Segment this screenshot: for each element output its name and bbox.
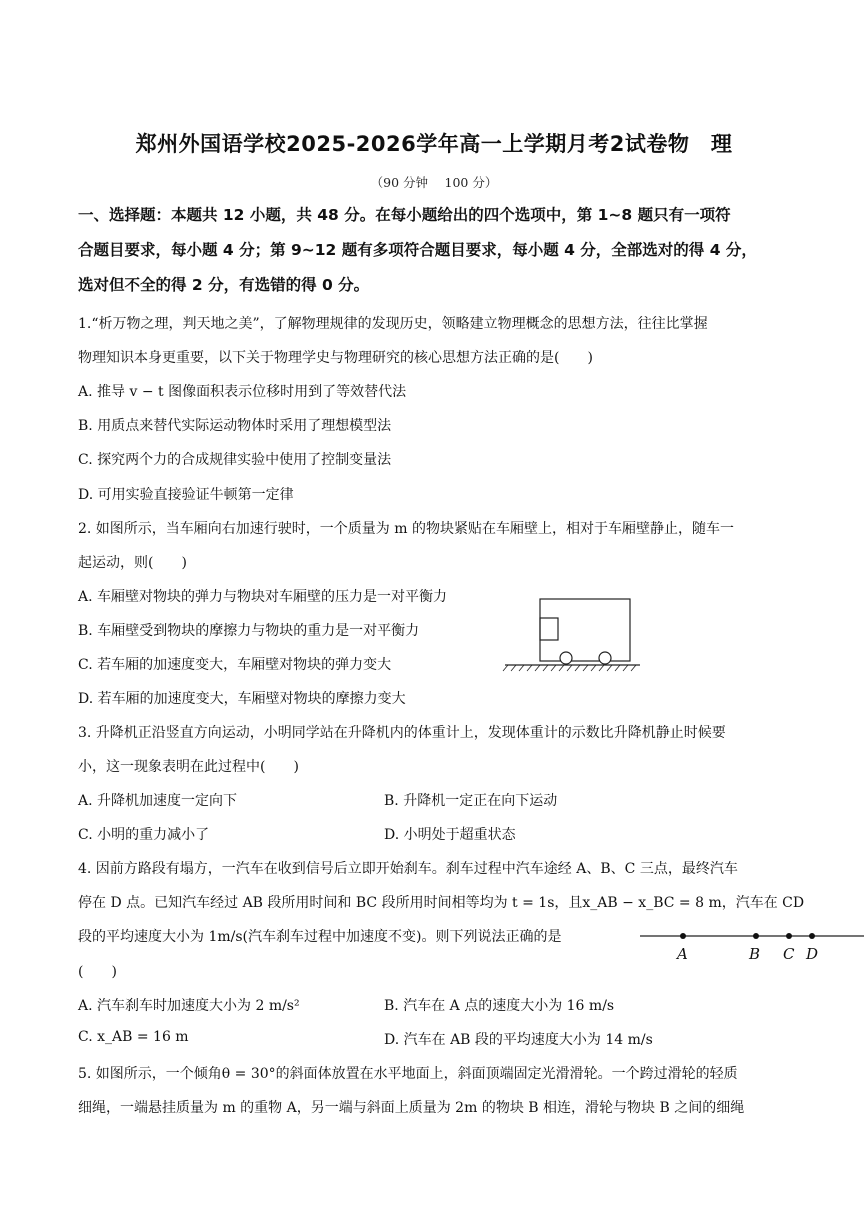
point-c-label: C [783,945,795,963]
truck-wheel-rear [560,652,572,664]
question-5-stem-line-2: 细绳，一端悬挂质量为 m 的重物 A，另一端与斜面上质量为 2m 的物块 B 相连，滑轮与物块 B 之间的细绳 [78,1100,745,1116]
question-4-option-c: C. x_AB = 16 m [78,1029,189,1045]
question-4-option-a: A. 汽车刹车时加速度大小为 2 m/s² [78,998,300,1014]
question-2-option-d: D. 若车厢的加速度变大，车厢壁对物块的摩擦力变大 [78,691,406,707]
point-b-label: B [749,945,761,963]
question-3-option-b: B. 升降机一定正在向下运动 [384,793,558,809]
section-heading-line-3: 选对但不全的得 2 分，有选错的得 0 分。 [78,276,370,294]
point-d-dot [809,933,815,939]
block-on-wall [540,618,558,640]
question-2-option-a: A. 车厢壁对物块的弹力与物块对车厢壁的压力是一对平衡力 [78,589,448,605]
point-a-label: A [677,945,688,963]
question-4-stem-line-4: ( ) [78,964,117,980]
question-2-stem-line-1: 2. 如图所示，当车厢向右加速行驶时，一个质量为 m 的物块紧贴在车厢壁上，相对于车厢壁静止，随车一 [78,521,734,537]
question-4-option-b: B. 汽车在 A 点的速度大小为 16 m/s [384,998,615,1014]
question-1-option-b: B. 用质点来替代实际运动物体时采用了理想模型法 [78,418,392,434]
question-3-option-d: D. 小明处于超重状态 [384,827,516,843]
question-4-stem-line-2: 停在 D 点。已知汽车经过 AB 段所用时间和 BC 段所用时间相等均为 t = 1s，且x_AB − x_BC = 8 m，汽车在 CD [78,895,805,911]
question-2-option-c: C. 若车厢的加速度变大，车厢壁对物块的弹力变大 [78,657,392,673]
question-1-stem-line-2: 物理知识本身更重要，以下关于物理学史与物理研究的核心思想方法正确的是( ) [78,350,593,366]
question-3-option-c: C. 小明的重力减小了 [78,827,210,843]
point-a-dot [680,933,686,939]
question-4-option-d: D. 汽车在 AB 段的平均速度大小为 14 m/s [384,1032,653,1048]
question-5-stem-line-1: 5. 如图所示，一个倾角θ = 30°的斜面体放置在水平地面上，斜面顶端固定光滑滑轮。一个跨过滑轮的轻质 [78,1066,738,1082]
question-4-stem-line-3: 段的平均速度大小为 1m/s(汽车刹车过程中加速度不变)。则下列说法正确的是 [78,929,562,945]
question-1-option-c: C. 探究两个力的合成规律实验中使用了控制变量法 [78,452,392,468]
section-heading-line-2: 合题目要求，每小题 4 分；第 9~12 题有多项符合题目要求，每小题 4 分，全部选对的得 4 分， [78,241,757,259]
question-2-option-b: B. 车厢壁受到物块的摩擦力与物块的重力是一对平衡力 [78,623,420,639]
point-c-dot [786,933,792,939]
question-1-option-d: D. 可用实验直接验证牛顿第一定律 [78,487,294,503]
point-b-dot [753,933,759,939]
question-2-stem-line-2: 起运动，则( ) [78,555,187,571]
question-3-option-a: A. 升降机加速度一定向下 [78,793,238,809]
question-1-stem-line-1: 1.“析万物之理，判天地之美”，了解物理规律的发现历史，领略建立物理概念的思想方法，往往比掌握 [78,316,708,332]
truck-body [540,599,630,661]
truck-wheel-front [599,652,611,664]
question-4-stem-line-1: 4. 因前方路段有塌方，一汽车在收到信号后立即开始刹车。刹车过程中汽车途经 A、B、C 三点，最终汽车 [78,861,738,877]
truck-diagram [500,592,645,672]
question-3-stem-line-1: 3. 升降机正沿竖直方向运动，小明同学站在升降机内的体重计上，发现体重计的示数比升降机静止时候要 [78,725,726,741]
point-d-label: D [806,945,819,963]
road-points-diagram [638,924,866,964]
section-heading-line-1: 一、选择题：本题共 12 小题，共 48 分。在每小题给出的四个选项中，第 1~8 题只有一项符 [78,206,731,224]
exam-duration-score: （90 分钟 100 分） [370,175,498,190]
question-1-option-a: A. 推导 v − t 图像面积表示位移时用到了等效替代法 [78,384,407,400]
question-3-stem-line-2: 小，这一现象表明在此过程中( ) [78,759,299,775]
ground-hatching [503,665,636,671]
page-title: 郑州外国语学校2025-2026学年高一上学期月考2试卷物 理 [135,132,733,156]
